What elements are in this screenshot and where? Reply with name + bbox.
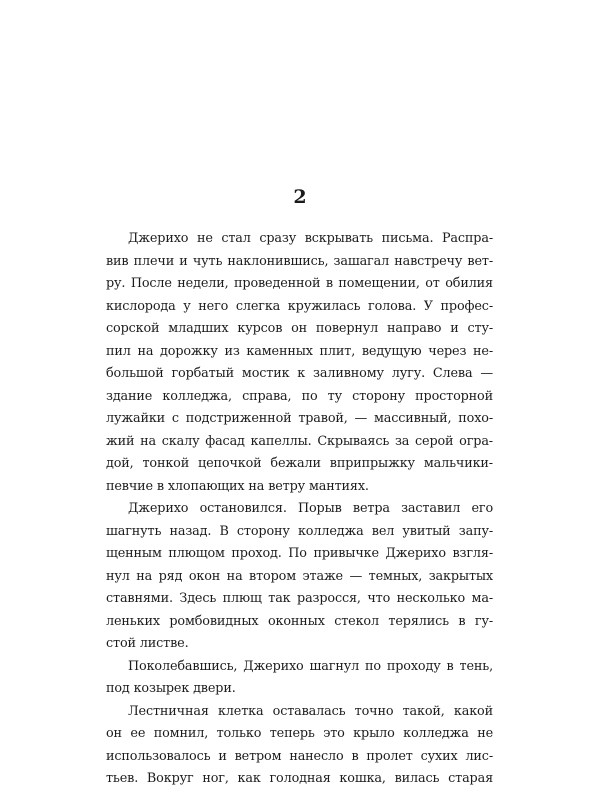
text-line: лужайки с подстриженной травой, — массивный, похо- [106,411,493,426]
text-line: под козырек двери. [106,681,236,696]
text-line: леньких ромбовидных оконных стекол терялись в гу- [106,613,493,629]
text-line: певчие в хлопающих на ветру мантиях. [106,478,369,494]
text-line: кислорода у него слегка кружилась голова. У профес- [106,298,493,314]
text-line: Поколебавшись, Джерихо шагнул по проходу в тень, [128,658,493,674]
text-line: шагнуть назад. В сторону колледжа вел увитый запу- [106,523,493,539]
body-text [106,228,493,791]
text-line: использовалось и ветром нанесло в пролет сухих лис- [106,748,493,764]
chapter-number: 2 [293,186,307,208]
text-line: Джерихо остановился. Порыв ветра заставил его [128,501,493,516]
text-line: тьев. Вокруг ног, как голодная кошка, вилась старая [106,771,493,786]
text-line: ру. После недели, проведенной в помещении, от обилия [106,276,493,291]
text-line: Джерихо не стал сразу вскрывать письма. Распра- [128,231,493,246]
text-line: нул на ряд окон на втором этаже — темных, закрытых [106,568,493,584]
text-line: жий на скалу фасад капеллы. Скрываясь за серой огра- [106,433,493,449]
text-line: стой листве. [106,636,189,651]
text-line: дой, тонкой цепочкой бежали вприпрыжку мальчики- [106,456,493,471]
text-line: пил на дорожку из каменных плит, ведущую через не- [106,343,493,359]
text-line: большой горбатый мостик к заливному лугу. Слева — [106,366,493,381]
text-line: щенным плющом проход. По привычке Джерихо взгля- [106,546,493,561]
text-line: здание колледжа, справа, по ту сторону просторной [106,388,493,404]
text-line: он ее помнил, только теперь это крыло колледжа не [106,726,493,741]
text-line: Лестничная клетка оставалась точно такой, какой [128,703,493,719]
text-line: сорской младших курсов он повернул направо и сту- [106,321,493,336]
text-line: ставнями. Здесь плющ так разросся, что несколько ма- [106,591,493,606]
text-line: вив плечи и чуть наклонившись, зашагал навстречу вет- [106,253,493,269]
